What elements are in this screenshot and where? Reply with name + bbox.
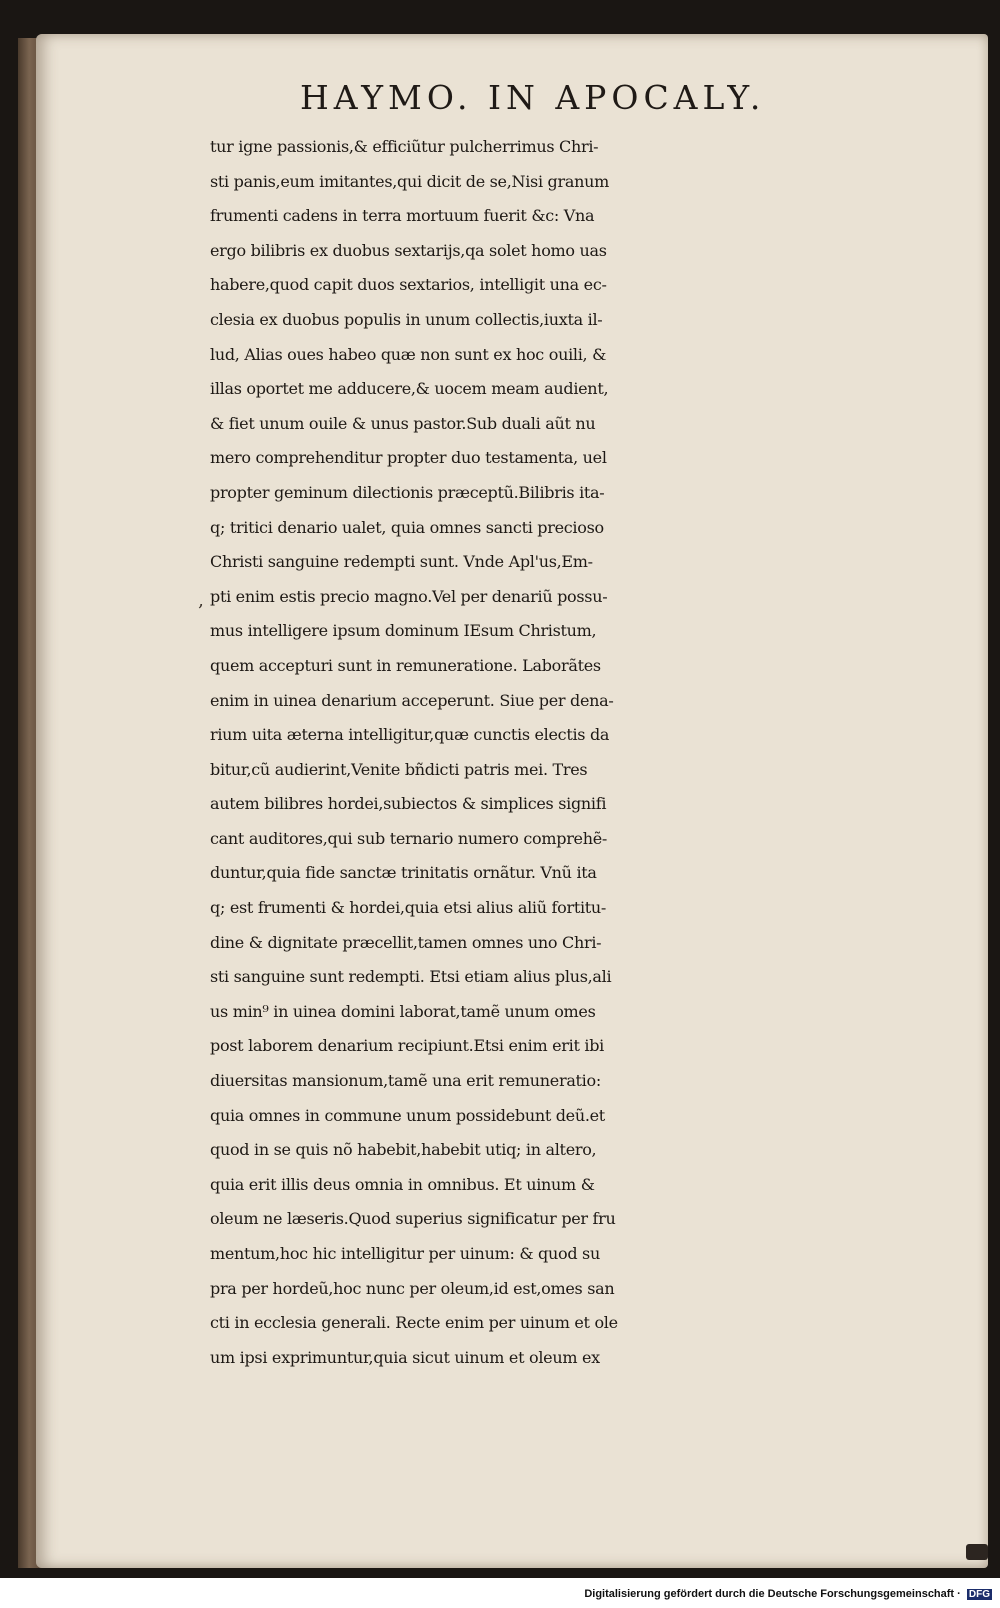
text-block	[210, 130, 950, 1375]
text-line: lud, Alias oues habeo quæ non sunt ex hoc ouili, &	[210, 344, 607, 364]
text-line: Christi sanguine redempti sunt. Vnde Apl'us,Em‑	[210, 552, 593, 572]
text-line: sti panis,eum imitantes,qui dicit de se,Nisi granum	[210, 171, 609, 191]
text-line: enim in uinea denarium acceperunt. Siue per dena‑	[210, 690, 614, 710]
text-line: quem accepturi sunt in remuneratione. Laborãtes	[210, 655, 601, 675]
text-line: sti sanguine sunt redempti. Etsi etiam alius plus,ali	[210, 967, 612, 987]
text-line: mero comprehenditur propter duo testamenta, uel	[210, 448, 607, 468]
running-head: HAYMO. IN APOCALY.	[300, 78, 766, 117]
text-line: pti enim estis precio magno.Vel per denariũ possu‑	[210, 586, 608, 606]
corner-mark	[966, 1544, 988, 1560]
text-line: tur igne passionis,& efficiũtur pulcherrimus Chri‑	[210, 137, 599, 156]
text-line: q; est frumenti & hordei,quia etsi alius aliũ fortitu‑	[210, 898, 607, 918]
text-line: frumenti cadens in terra mortuum fuerit &c: Vna	[210, 206, 595, 226]
text-line: propter geminum dilectionis præceptũ.Bilibris ita‑	[210, 482, 605, 502]
text-line: oleum ne læseris.Quod superius significatur per fru	[210, 1209, 616, 1229]
margin-marker: ‚	[198, 590, 204, 611]
text-line: habere,quod capit duos sextarios, intelligit una ec‑	[210, 275, 607, 295]
text-line: us min⁹ in uinea domini laborat,tamẽ unum omes	[210, 1001, 596, 1021]
text-line: pra per hordeũ,hoc nunc per oleum,id est,omes san	[210, 1278, 615, 1298]
text-line: quia omnes in commune unum possidebunt deũ.et	[210, 1105, 605, 1125]
text-line: mus intelligere ipsum dominum IEsum Christum,	[210, 621, 597, 641]
dfg-logo: DFG	[968, 1588, 990, 1600]
text-line: um ipsi exprimuntur,quia sicut uinum et oleum ex	[210, 1347, 600, 1367]
credit-text: Digitalisierung gefördert durch die Deutsche Forschungsgemeinschaft ·	[584, 1588, 961, 1600]
text-line: q; tritici denario ualet, quia omnes sancti precioso	[210, 517, 604, 537]
text-line: mentum,hoc hic intelligitur per uinum: & quod su	[210, 1244, 600, 1263]
text-line: duntur,quia fide sanctæ trinitatis ornãtur. Vnũ ita	[210, 863, 597, 883]
text-line: diuersitas mansionum,tamẽ una erit remuneratio:	[210, 1071, 601, 1091]
text-line: clesia ex duobus populis in unum collectis,iuxta il‑	[210, 309, 603, 329]
text-line: autem bilibres hordei,subiectos & simplices signifi	[210, 794, 607, 814]
text-line: bitur,cũ audierint,Venite bñdicti patris mei. Tres	[210, 759, 588, 779]
text-line: dine & dignitate præcellit,tamen omnes uno Chri‑	[210, 932, 602, 952]
text-line: quod in se quis nõ habebit,habebit utiq; in altero,	[210, 1140, 597, 1160]
text-line: ergo bilibris ex duobus sextarijs,qa solet homo uas	[210, 240, 607, 260]
text-line: illas oportet me adducere,& uocem meam audient,	[210, 379, 609, 399]
text-line: cant auditores,qui sub ternario numero comprehẽ‑	[210, 828, 607, 848]
text-line: rium uita æterna intelligitur,quæ cunctis electis da	[210, 725, 610, 745]
text-line: quia erit illis deus omnia in omnibus. Et uinum &	[210, 1174, 595, 1194]
text-line: cti in ecclesia generali. Recte enim per uinum et ole	[210, 1313, 618, 1333]
digitization-credit	[584, 1588, 992, 1600]
text-line: & fiet unum ouile & unus pastor.Sub duali aũt nu	[210, 413, 596, 433]
text-line: post laborem denarium recipiunt.Etsi enim erit ibi	[210, 1036, 604, 1056]
